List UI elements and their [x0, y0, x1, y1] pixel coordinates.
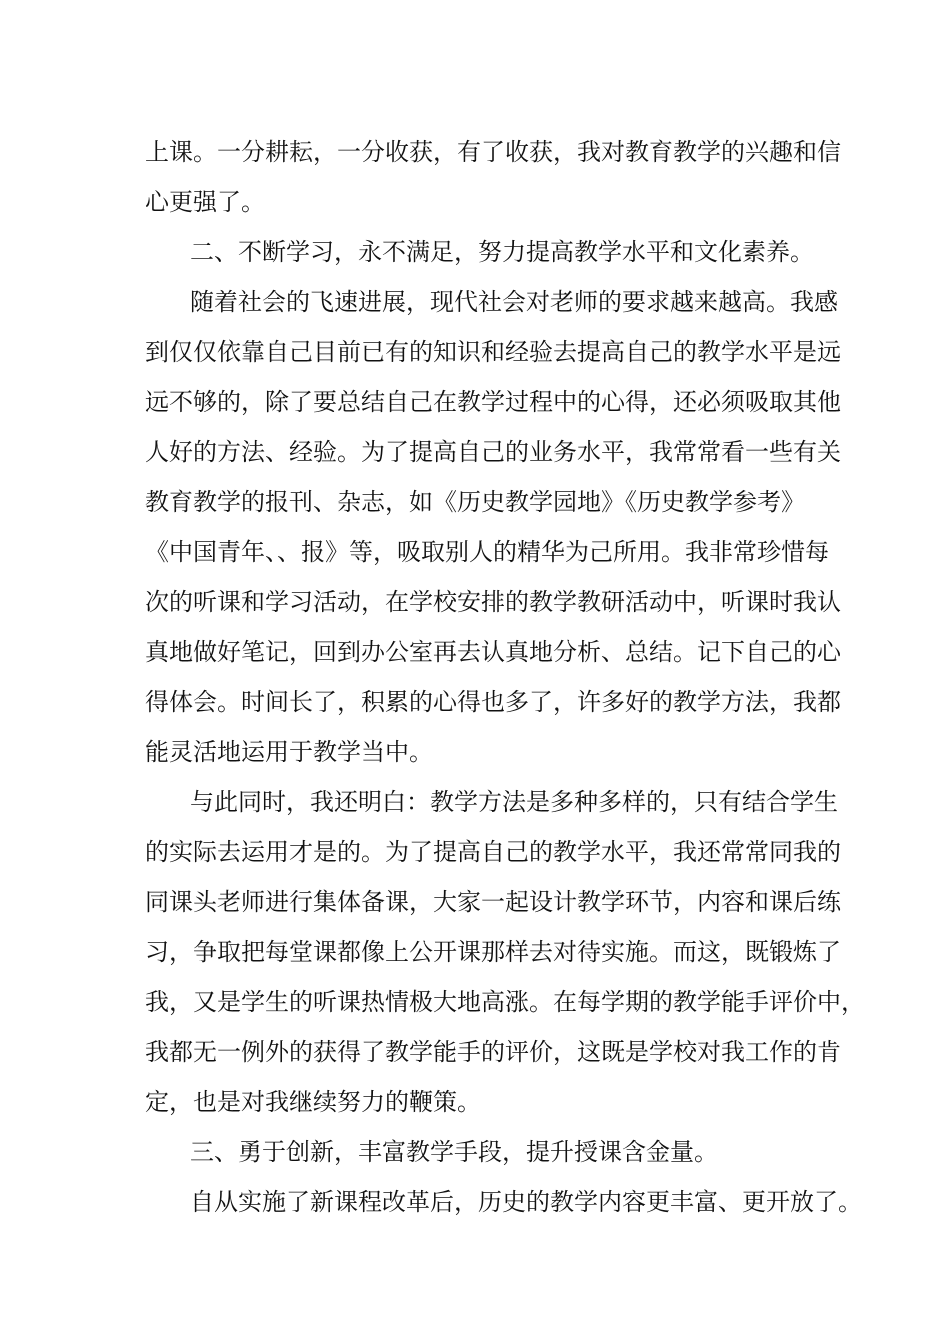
- text-line: 的实际去运用才是的。为了提高自己的教学水平，我还常常同我的: [145, 838, 841, 866]
- text-line: 我，又是学生的听课热情极大地高涨。在每学期的教学能手评价中，: [145, 988, 865, 1016]
- section-heading: 三、勇于创新，丰富教学手段，提升授课含金量。: [190, 1138, 718, 1166]
- text-line: 上课。一分耕耘，一分收获，有了收获，我对教育教学的兴趣和信: [145, 138, 841, 166]
- text-line: 真地做好笔记，回到办公室再去认真地分析、总结。记下自己的心: [145, 638, 841, 666]
- text-line: 次的听课和学习活动，在学校安排的教学教研活动中，听课时我认: [145, 588, 841, 616]
- text-line: 心更强了。: [145, 188, 265, 216]
- text-line: 《中国青年、、报》等，吸取别人的精华为己所用。我非常珍惜每: [145, 538, 829, 566]
- text-line: 定，也是对我继续努力的鞭策。: [145, 1088, 481, 1116]
- text-line: 随着社会的飞速进展，现代社会对老师的要求越来越高。我感: [190, 288, 838, 316]
- text-line: 自从实施了新课程改革后，历史的教学内容更丰富、更开放了。: [190, 1188, 862, 1216]
- text-line: 习，争取把每堂课都像上公开课那样去对待实施。而这，既锻炼了: [145, 938, 841, 966]
- text-line: 远不够的，除了要总结自己在教学过程中的心得，还必须吸取其他: [145, 388, 841, 416]
- section-heading: 二、不断学习，永不满足，努力提高教学水平和文化素养。: [190, 238, 814, 266]
- text-line: 能灵活地运用于教学当中。: [145, 738, 433, 766]
- text-line: 我都无一例外的获得了教学能手的评价，这既是学校对我工作的肯: [145, 1038, 841, 1066]
- document-body: [145, 127, 865, 1227]
- text-line: 到仅仅依靠自己目前已有的知识和经验去提高自己的教学水平是远: [145, 338, 841, 366]
- text-line: 同课头老师进行集体备课，大家一起设计教学环节，内容和课后练: [145, 888, 841, 916]
- text-line: 得体会。时间长了，积累的心得也多了，许多好的教学方法，我都: [145, 688, 841, 716]
- text-line: 教育教学的报刊、杂志，如《历史教学园地》《历史教学参考》: [145, 488, 805, 516]
- text-line: 与此同时，我还明白：教学方法是多种多样的，只有结合学生: [190, 788, 838, 816]
- text-line: 人好的方法、经验。为了提高自己的业务水平，我常常看一些有关: [145, 438, 841, 466]
